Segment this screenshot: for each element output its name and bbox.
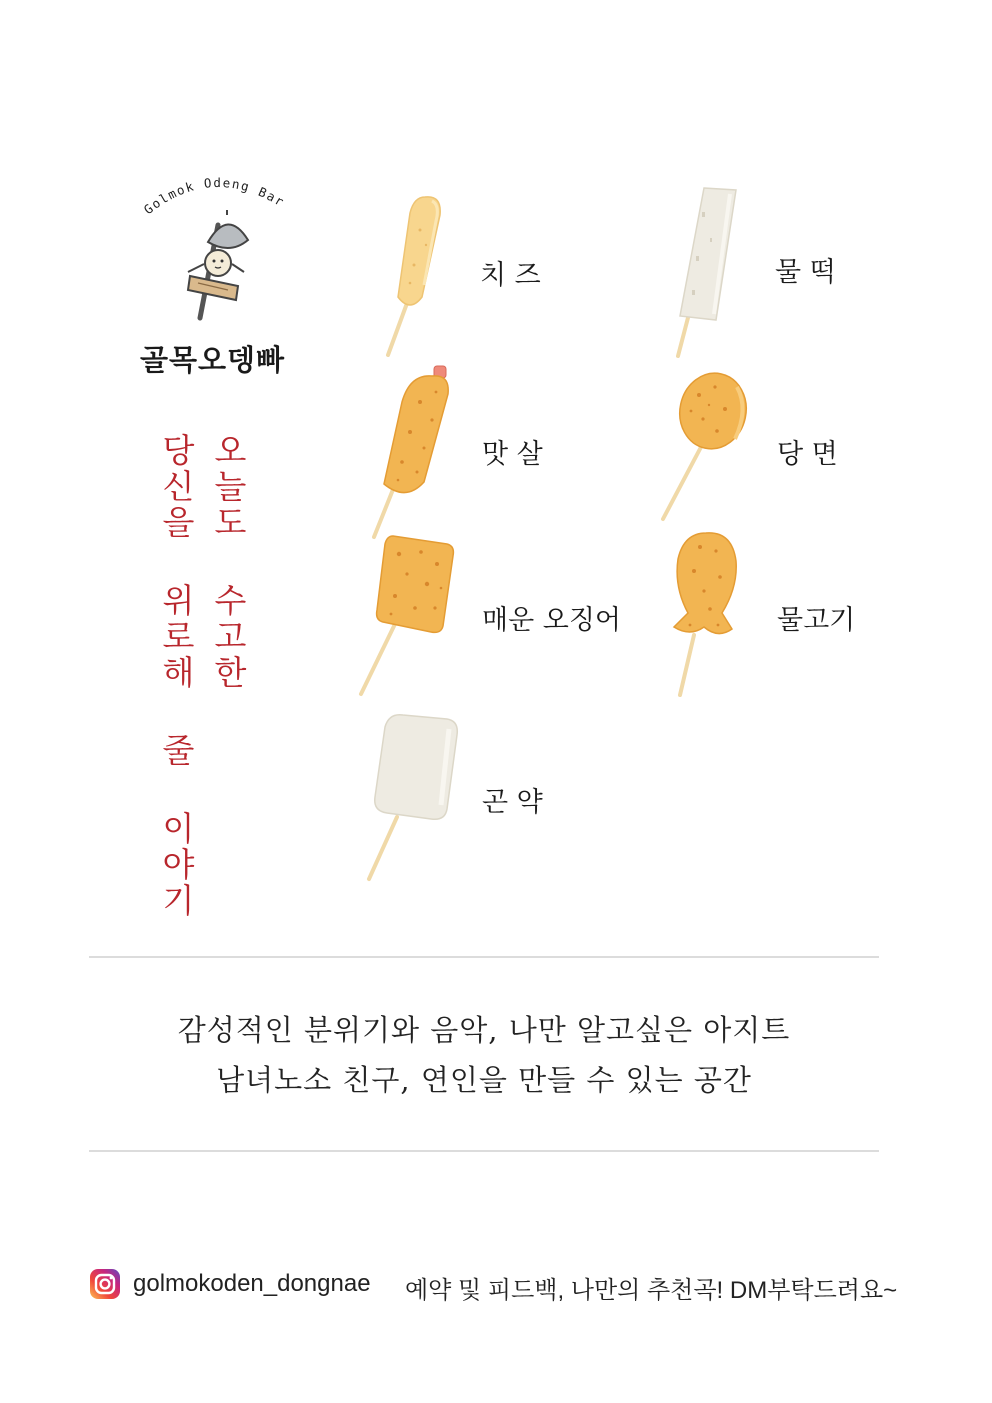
menu-item-label-crab-stick: 맛 살 (482, 439, 543, 470)
menu-item-label-konjac: 곤 약 (482, 787, 543, 818)
mascot-skewer-logo-icon (178, 210, 258, 325)
divider-top (89, 956, 879, 958)
instagram-icon[interactable] (89, 1268, 121, 1300)
slogan-line-2: 당신을 위로해 줄 이야기 (157, 433, 196, 919)
arc-text: Golmok Odeng Bar (140, 174, 288, 218)
cheese-skewer-icon (370, 185, 480, 375)
menu-item-label-fish: 물고기 (777, 605, 856, 636)
instagram-handle[interactable]: golmokoden_dongnae (133, 1270, 371, 1297)
slogan-line-1: 오늘도 수고한 (209, 433, 248, 691)
menu-item-label-glass-noodle: 당 면 (777, 439, 838, 470)
fish-shaped-skewer-icon (660, 525, 770, 715)
rice-cake-skewer-icon (660, 180, 770, 370)
konjac-skewer-icon (355, 705, 465, 895)
divider-bottom (89, 1150, 879, 1152)
description-line-1: 감성적인 분위기와 음악, 나만 알고싶은 아지트 (177, 1013, 791, 1047)
brand-name: 골목오뎅빠 (140, 343, 286, 377)
menu-item-label-spicy-squid: 매운 오징어 (482, 605, 621, 636)
crab-stick-skewer-icon (362, 362, 472, 552)
description-line-2: 남녀노소 친구, 연인을 만들 수 있는 공간 (216, 1063, 752, 1097)
spicy-squid-skewer-icon (355, 530, 465, 720)
footer-message: 예약 및 피드백, 나만의 추천곡! DM부탁드려요~ (405, 1277, 898, 1304)
menu-item-label-cheese: 치 즈 (480, 260, 541, 291)
menu-item-label-rice-cake: 물 떡 (775, 257, 836, 288)
